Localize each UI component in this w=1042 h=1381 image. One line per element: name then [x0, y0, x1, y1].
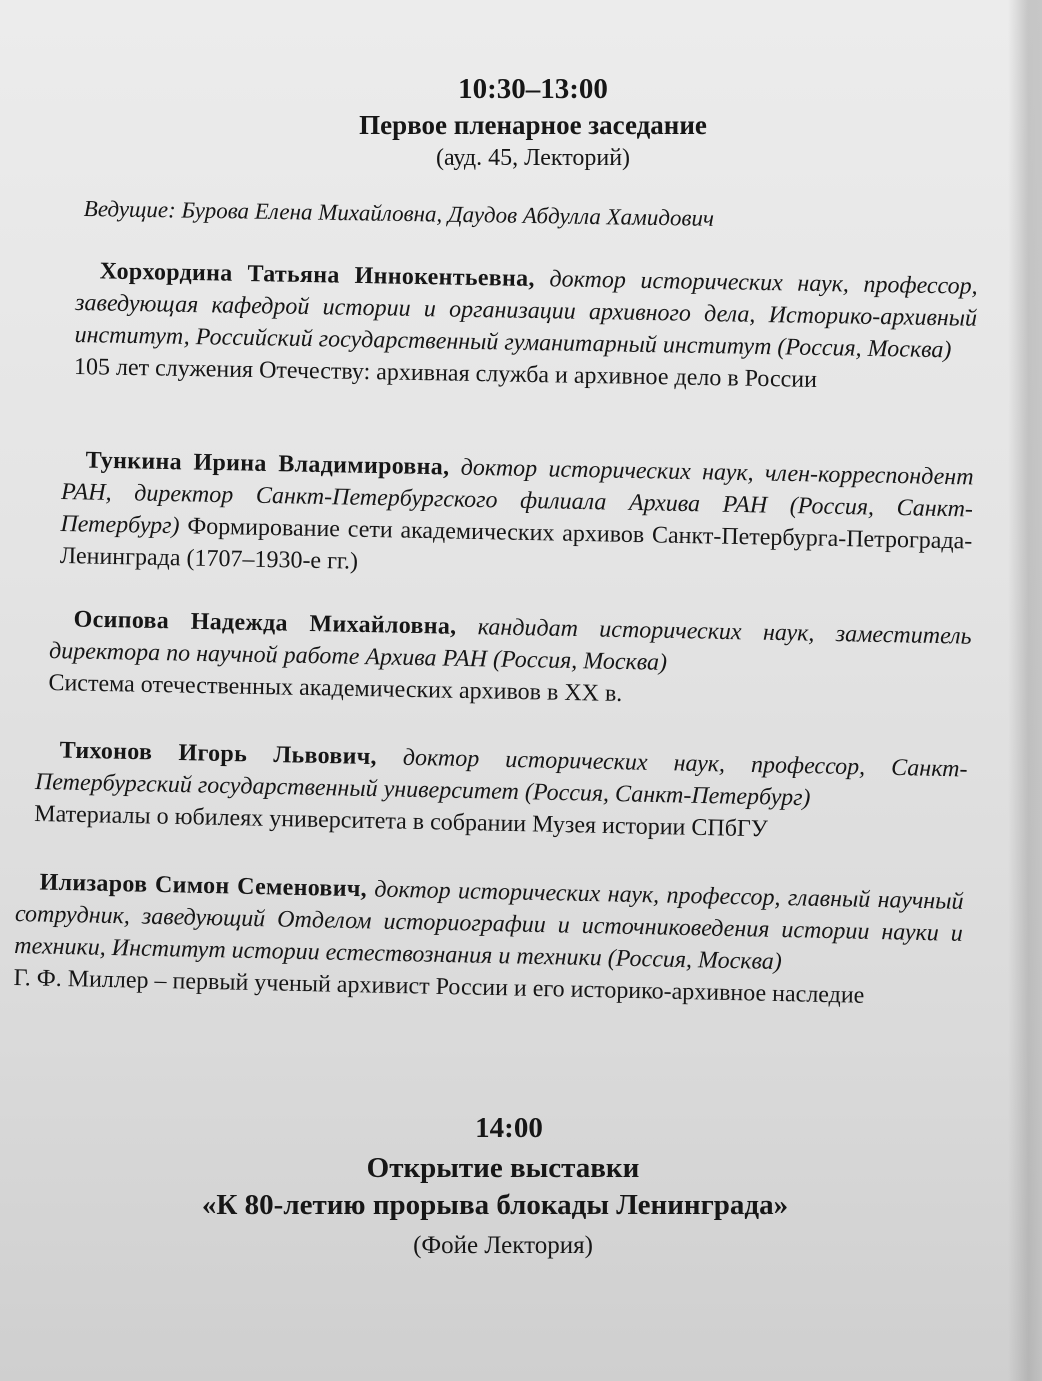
speaker-name: Хорхордина Татьяна Иннокентьевна,: [99, 258, 536, 293]
session-moderators: Ведущие: Бурова Елена Михайловна, Даудов Абдулла Хамидович: [83, 196, 715, 231]
speaker-affiliation: доктор исторических наук, профессор, главный научный сотрудник, заведующий Отделом историографии и источниковедения истории науки и техники, Институт истории естествознания и техники (Россия, Москва): [14, 876, 964, 976]
talk-topic: Формирование сети академических архивов Санкт-Петербурга-Петрограда-Ленинграда (1707–1930-е гг.): [59, 513, 973, 575]
speaker-affiliation: доктор исторических наук, член-корреспондент РАН, директор Санкт-Петербургского филиала Архива РАН (Россия, Санкт-Петербург): [60, 454, 974, 540]
talk-entry: [74, 255, 978, 399]
talk-meta: [74, 255, 978, 367]
talk-meta: [60, 444, 974, 589]
exhibition-location: (Фойе Лектория): [413, 1232, 593, 1259]
speaker-affiliation: доктор исторических наук, профессор, заведующая кафедрой истории и организации архивного дела, Историко-архивный институт, Российский государственный гуманитарный институт (Россия, Москва): [74, 266, 978, 364]
session-time: 10:30–13:00: [458, 73, 608, 105]
talk-entry: [13, 866, 963, 1014]
exhibition-subtitle: «К 80-летию прорыва блокады Ленинграда»: [201, 1189, 789, 1221]
session-title: Первое пленарное заседание: [359, 110, 707, 140]
speaker-name: Тункина Ирина Владимировна,: [85, 447, 450, 481]
talk-entry: [48, 603, 972, 717]
talk-topic: Г. Ф. Миллер – первый ученый архивист России и его историко-архивное наследие: [13, 964, 865, 1009]
speaker-affiliation: доктор исторических наук, профессор, Санкт-Петербургский государственный университет (Россия, Санкт-Петербург): [34, 744, 968, 812]
session-location: (ауд. 45, Лекторий): [435, 145, 631, 171]
speaker-name: Осипова Надежда Михайловна,: [73, 606, 457, 640]
talk-topic: Материалы о юбилеях университета в собрании Музея истории СПбГУ: [34, 800, 769, 843]
exhibition-title: Открытие выставки: [366, 1152, 640, 1184]
talk-topic: Система отечественных академических архивов в XX в.: [48, 669, 623, 708]
speaker-name: Илизаров Симон Семенович,: [39, 869, 368, 903]
speaker-affiliation: кандидат исторических наук, заместитель директора по научной работе Архива РАН (Россия, Москва): [48, 614, 972, 676]
exhibition-time: 14:00: [475, 1112, 543, 1144]
speaker-name: Тихонов Игорь Львович,: [59, 737, 378, 771]
talk-entry: [60, 444, 974, 589]
talk-topic: 105 лет служения Отечеству: архивная служба и архивное дело в России: [73, 353, 818, 393]
talk-entry: [34, 734, 968, 849]
